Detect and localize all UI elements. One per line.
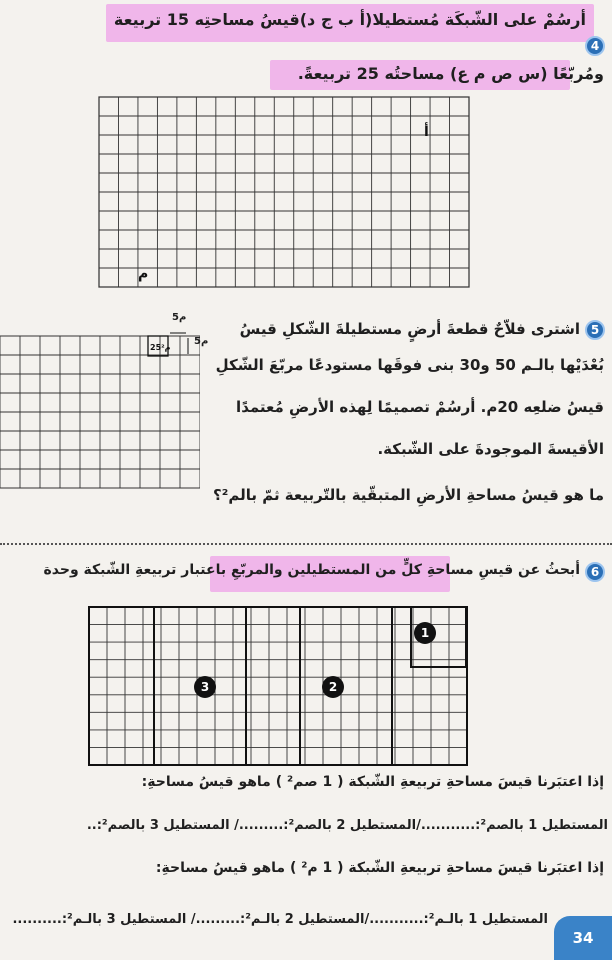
grid-exercise-4	[98, 96, 470, 288]
shape-3-badge: 3	[194, 676, 216, 698]
exercise-5-number: 5	[585, 320, 605, 340]
exercise-6-question-1: إذا اعتبَرنا قيسَ مساحةِ تربيعةِ الشّبكة ( 1 صم² ) ماهو قيسُ مساحةِ:	[141, 774, 604, 790]
exercise-5-line5: ما هو قيسُ مساحةِ الأرضِ المتبقّية بالتّربيعة ثمّ بالم²؟	[213, 486, 604, 504]
exercise-4-line1: أرسُمْ على الشّبكَة مُستطيلا(أ ب ج د)قيسُ مساحتِه 15 تربيعة	[113, 10, 586, 29]
grid-exercise-5	[0, 330, 200, 490]
shape-2-badge: 2	[322, 676, 344, 698]
exercise-5-line1: اشترى فلاّحٌ قطعةَ أرضٍ مستطيلةَ الشّكلِ قيسُ	[239, 320, 580, 338]
exercise-6-answer-2: المستطيل 1 بالـم²:.........../المستطيل 2 بالـم²:........./ المستطيل 3 بالـم²:..........	[12, 912, 548, 927]
point-m-label: م	[138, 266, 149, 282]
rectangle-2-outline	[300, 607, 392, 765]
exercise-6-question-2: إذا اعتبَرنا قيسَ مساحةِ تربيعةِ الشّبكة ( 1 م² ) ماهو قيسُ مساحةِ:	[155, 860, 604, 876]
grid-exercise-6	[88, 606, 468, 766]
exercise-6-number: 6	[585, 562, 605, 582]
page-number: 34	[554, 916, 612, 960]
grid-label-25m2: 25م²	[150, 343, 171, 352]
exercise-4-number: 4	[585, 36, 605, 56]
label-5m-side: 5م	[194, 336, 209, 347]
exercise-4-line2: ومُربّعًا (س ص م ع) مساحتُه 25 تربيعةً.	[297, 64, 604, 83]
label-5m-top: 5م	[172, 312, 187, 323]
section-divider	[0, 543, 612, 545]
exercise-6-answer-1: المستطيل 1 بالصم²:.........../المستطيل 2 بالصم²:........./ المستطيل 3 بالصم²:..	[86, 818, 608, 833]
exercise-5-line4: الأقيسةَ الموجودةَ على الشّبكة.	[377, 440, 604, 458]
shape-1-badge: 1	[414, 622, 436, 644]
exercise-5-line2: بُعْدَيْها بالـم 50 و30 بنى فوقَها مستودعًا مربّعَ الشّكلِ	[215, 356, 604, 374]
point-a-label: أ	[424, 124, 429, 140]
exercise-6-title: أبحثُ عن قيسِ مساحةِ كلٍّ من المستطيلين والمربّعِ باعتبار تربيعةِ الشّبكة وحدة	[43, 562, 580, 578]
exercise-5-line3: قيسُ ضلعِه 20م. أرسُمْ تصميمًا لِهذه الأرضِ مُعتمدًا	[236, 398, 604, 416]
